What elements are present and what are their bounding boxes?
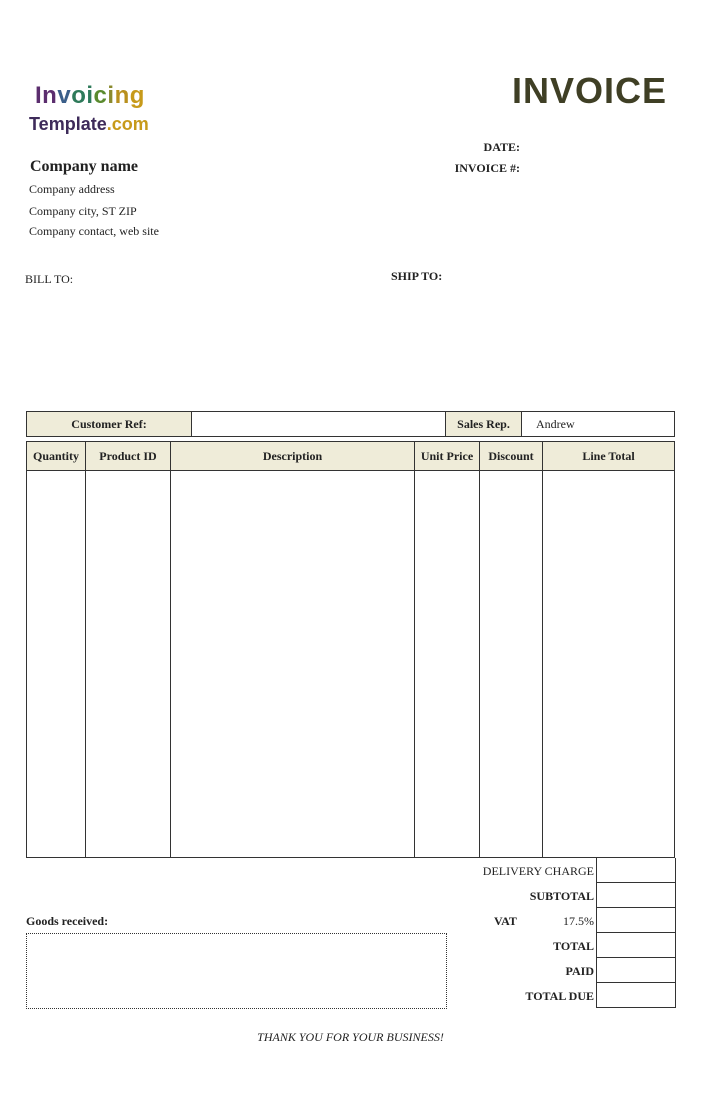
company-city: Company city, ST ZIP xyxy=(29,204,137,218)
paid-label: PAID xyxy=(565,964,594,978)
quantity-cell[interactable] xyxy=(27,471,86,858)
logo-letter: e xyxy=(38,114,49,134)
column-header-unit-price: Unit Price xyxy=(415,442,480,471)
column-header-discount: Discount xyxy=(480,442,543,471)
unit-price-cell[interactable] xyxy=(415,471,480,858)
paid-field[interactable] xyxy=(596,958,676,983)
total-due-label: TOTAL DUE xyxy=(525,989,594,1003)
delivery-charge-field[interactable] xyxy=(596,858,676,883)
logo-letter: p xyxy=(64,114,76,134)
logo-letter: v xyxy=(57,82,72,109)
company-name: Company name xyxy=(30,158,139,175)
company-contact: Company contact, web site xyxy=(29,224,159,238)
column-header-quantity: Quantity xyxy=(27,442,86,471)
description-cell[interactable] xyxy=(171,471,415,858)
sales-rep-value[interactable]: Andrew xyxy=(522,412,675,437)
logo-letter: a xyxy=(80,114,91,134)
subtotal-label: SUBTOTAL xyxy=(529,889,594,903)
logo-letter: t xyxy=(90,114,97,134)
total-due-field[interactable] xyxy=(596,983,676,1008)
logo-letter: i xyxy=(107,82,115,109)
sales-rep-label: Sales Rep. xyxy=(446,412,522,437)
invoice-number-label: INVOICE #: xyxy=(454,161,520,175)
logo-letter: c xyxy=(93,82,108,109)
logo-letter: o xyxy=(121,114,133,134)
logo-letter: g xyxy=(129,82,145,109)
goods-received-label: Goods received: xyxy=(26,914,109,928)
customer-ref-label: Customer Ref: xyxy=(27,412,192,437)
column-header-line-total: Line Total xyxy=(543,442,675,471)
column-header-product-id: Product ID xyxy=(86,442,171,471)
logo-letter: l xyxy=(75,114,81,134)
bill-to-label: BILL TO: xyxy=(25,272,74,286)
logo-letter: m xyxy=(132,114,149,134)
reference-table xyxy=(26,411,675,437)
logo-letter: n xyxy=(42,82,58,109)
vat-rate: 17.5% xyxy=(563,914,594,928)
delivery-charge-label: DELIVERY CHARGE xyxy=(482,864,594,878)
column-header-description: Description xyxy=(171,442,415,471)
logo-line-1 xyxy=(35,82,145,110)
company-address: Company address xyxy=(29,182,115,196)
discount-cell[interactable] xyxy=(480,471,543,858)
logo-line-2 xyxy=(29,114,149,135)
table-row xyxy=(27,471,675,858)
line-items-table xyxy=(26,441,675,858)
logo-letter: . xyxy=(106,114,112,134)
logo-letter: m xyxy=(48,114,65,134)
line-total-cell[interactable] xyxy=(543,471,675,858)
thank-you-message: THANK YOU FOR YOUR BUSINESS! xyxy=(257,1030,444,1044)
logo-letter: c xyxy=(111,114,122,134)
vat-label: VAT xyxy=(494,914,517,928)
logo-letter: n xyxy=(114,82,130,109)
product-id-cell[interactable] xyxy=(86,471,171,858)
logo-letter: I xyxy=(35,82,43,109)
goods-received-box[interactable] xyxy=(26,933,447,1009)
date-label: DATE: xyxy=(483,140,520,154)
total-label: TOTAL xyxy=(553,939,594,953)
vat-field[interactable] xyxy=(596,908,676,933)
logo-letter: e xyxy=(96,114,107,134)
logo-letter: T xyxy=(29,114,39,134)
customer-ref-value[interactable] xyxy=(192,412,446,437)
ship-to-label: SHIP TO: xyxy=(391,269,443,283)
subtotal-field[interactable] xyxy=(596,883,676,908)
logo-letter: i xyxy=(86,82,94,109)
logo-letter: o xyxy=(71,82,87,109)
total-field[interactable] xyxy=(596,933,676,958)
invoice-title: INVOICE xyxy=(511,70,667,111)
